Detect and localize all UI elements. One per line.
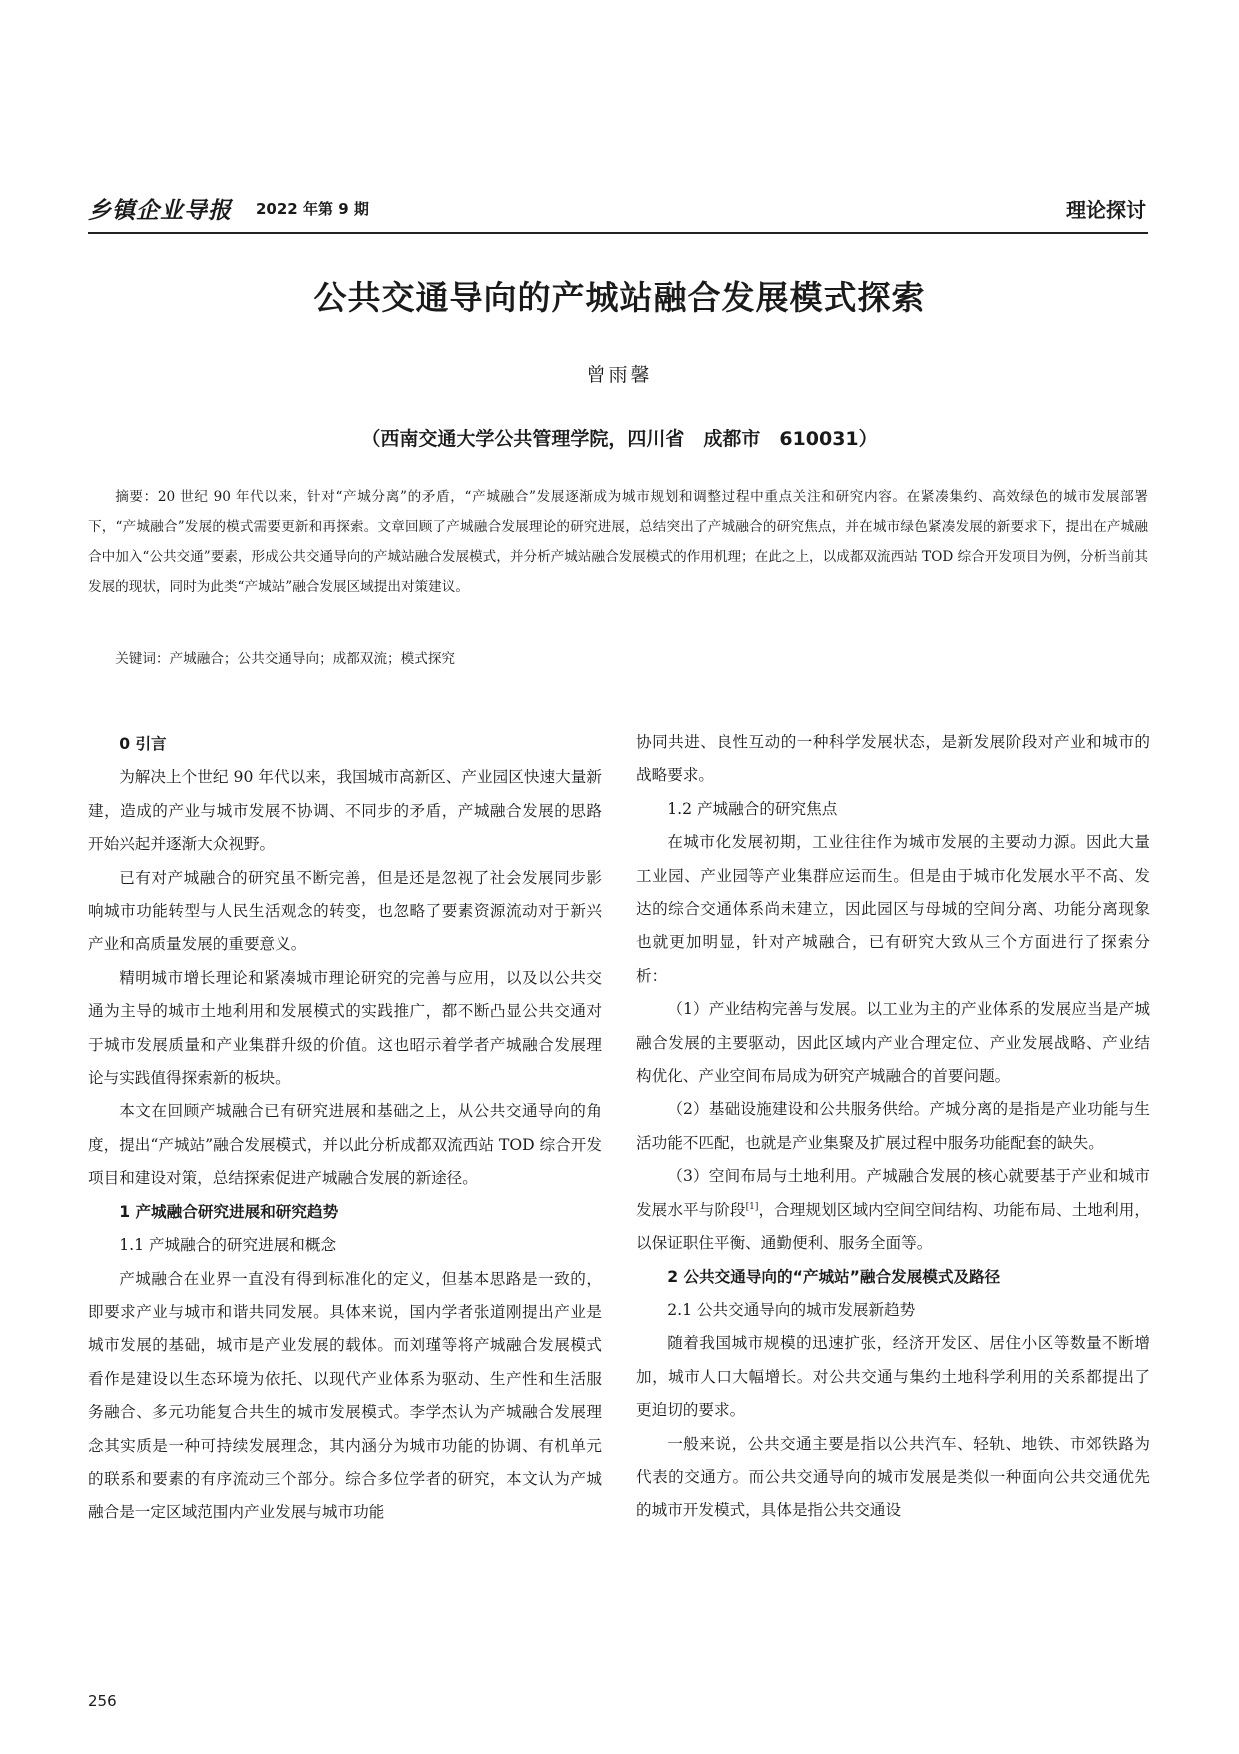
abstract: 摘要：20 世纪 90 年代以来，针对“产城分离”的矛盾，“产城融合”发展逐渐成为城市规划和调整过程中重点关注和研究内容。在紧凑集约、高效绿色的城市发展部署下，“产城融合”发展的模式需要更新和再探索。文章回顾了产城融合发展理论的研究进展，总结突出了产城融合的研究焦点，并在城市绿色紧凑发展的新要求下，提出在产城融合中加入“公共交通”要素，形成公共交通导向的产城站融合发展模式，并分析产城站融合发展模式的作用机理；在此之上，以成都双流西站 TOD 综合开发项目为例，分析当前其发展的现状，同时为此类“产城站”融合发展区域提出对策建议。 [88,489,1148,595]
paragraph: 一般来说，公共交通主要是指以公共汽车、轻轨、地铁、市郊铁路为代表的交通方。而公共交通导向的城市发展是类似一种面向公共交通优先的城市开发模式，具体是指公共交通设 [636,1434,1150,1520]
paragraph [636,1160,1150,1260]
citation-ref[interactable]: [1] [745,1201,759,1212]
keywords: 关键词：产城融合；公共交通导向；成都双流；模式探究 [115,651,456,667]
paragraph: （1）产业结构完善与发展。以工业为主的产业体系的发展应当是产城融合发展的主要驱动，因此区域内产业合理定位、产业发展战略、产业结构优化、产业空间布局成为研究产城融合的首要问题。 [636,1000,1150,1086]
running-header [88,190,1148,234]
article-title: 公共交通导向的产城站融合发展模式探索 [313,278,926,317]
paragraph: 协同共进、良性互动的一种科学发展状态，是新发展阶段对产业和城市的战略要求。 [636,733,1150,785]
paragraph-text: （3）空间布局与土地利用。产城融合发展的核心就要基于产业和城市发展水平与阶段 [636,1167,1150,1219]
paragraph: 为解决上个世纪 90 年代以来，我国城市高新区、产业园区快速大量新建，造成的产业与城市发展不协调、不同步的矛盾，产城融合发展的思路开始兴起并逐渐大众视野。 [88,768,602,854]
paragraph-text: ，合理规划区域内空间空间结构、功能布局、土地利用，以保证职住平衡、通勤便利、服务全面等。 [636,1200,1150,1253]
paragraph: 精明城市增长理论和紧凑城市理论研究的完善与应用，以及以公共交通为主导的城市土地利用和发展模式的实践推广，都不断凸显公共交通对于城市发展质量和产业集群升级的价值。这也昭示着学者产城融合发展理论与实践值得探索新的板块。 [88,968,602,1088]
section-label: 理论探讨 [1066,198,1146,222]
author-name: 曾雨馨 [586,364,653,386]
paragraph: 已有对产城融合的研究虽不断完善，但是还是忽视了社会发展同步影响城市功能转型与人民生活观念的转变，也忽略了要素资源流动对于新兴产业和高质量发展的重要意义。 [88,868,602,954]
author-affiliation: （西南交通大学公共管理学院，四川省 成都市 610031） [361,428,878,450]
paragraph: 随着我国城市规模的迅速扩张，经济开发区、居住小区等数量不断增加，城市人口大幅增长。对公共交通与集约土地科学利用的关系都提出了更迫切的要求。 [636,1334,1150,1420]
heading-section-1-2: 1.2 产城融合的研究焦点 [667,799,838,818]
paragraph: 在城市化发展初期，工业往往作为城市发展的主要动力源。因此大量工业园、产业园等产业集群应运而生。但是由于城市化发展水平不高、发达的综合交通体系尚未建立，因此园区与母城的空间分离、功能分离现象也就更加明显，针对产城融合，已有研究大致从三个方面进行了探索分析： [636,833,1150,985]
issue-number: 2022 年第 9 期 [256,200,369,218]
page-number: 256 [88,1692,117,1710]
paragraph: （2）基础设施建设和公共服务供给。产城分离的是指是产业功能与生活功能不匹配，也就是产业集聚及扩展过程中服务功能配套的缺失。 [636,1100,1150,1152]
heading-section-2-1: 2.1 公共交通导向的城市发展新趋势 [667,1300,916,1319]
heading-section-2: 2 公共交通导向的“产城站”融合发展模式及路径 [667,1267,1001,1286]
heading-section-1-1: 1.1 产城融合的研究进展和概念 [119,1236,337,1255]
paragraph: 产城融合在业界一直没有得到标准化的定义，但基本思路是一致的，即要求产业与城市和谐共同发展。具体来说，国内学者张道刚提出产业是城市发展的基础，城市是产业发展的载体。而刘瑾等将产城融合发展模式看作是建设以生态环境为依托、以现代产业体系为驱动、生产性和生活服务融合、多元功能复合共生的城市发展模式。李学杰认为产城融合发展理念其实质是一种可持续发展理念，其内涵分为城市功能的协调、有机单元的联系和要素的有序流动三个部分。综合多位学者的研究，本文认为产城融合是一定区域范围内产业发展与城市功能 [88,1269,602,1522]
paragraph: 本文在回顾产城融合已有研究进展和基础之上，从公共交通导向的角度，提出“产城站”融合发展模式，并以此分析成都双流西站 TOD 综合开发项目和建设对策，总结探索促进产城融合发展的新途径。 [88,1102,602,1188]
left-column [88,728,602,1530]
heading-introduction: 0 引言 [119,735,167,753]
journal-name: 乡镇企业导报 [88,198,232,224]
heading-section-1: 1 产城融合研究进展和研究趋势 [119,1202,339,1221]
right-column [636,726,1150,1528]
